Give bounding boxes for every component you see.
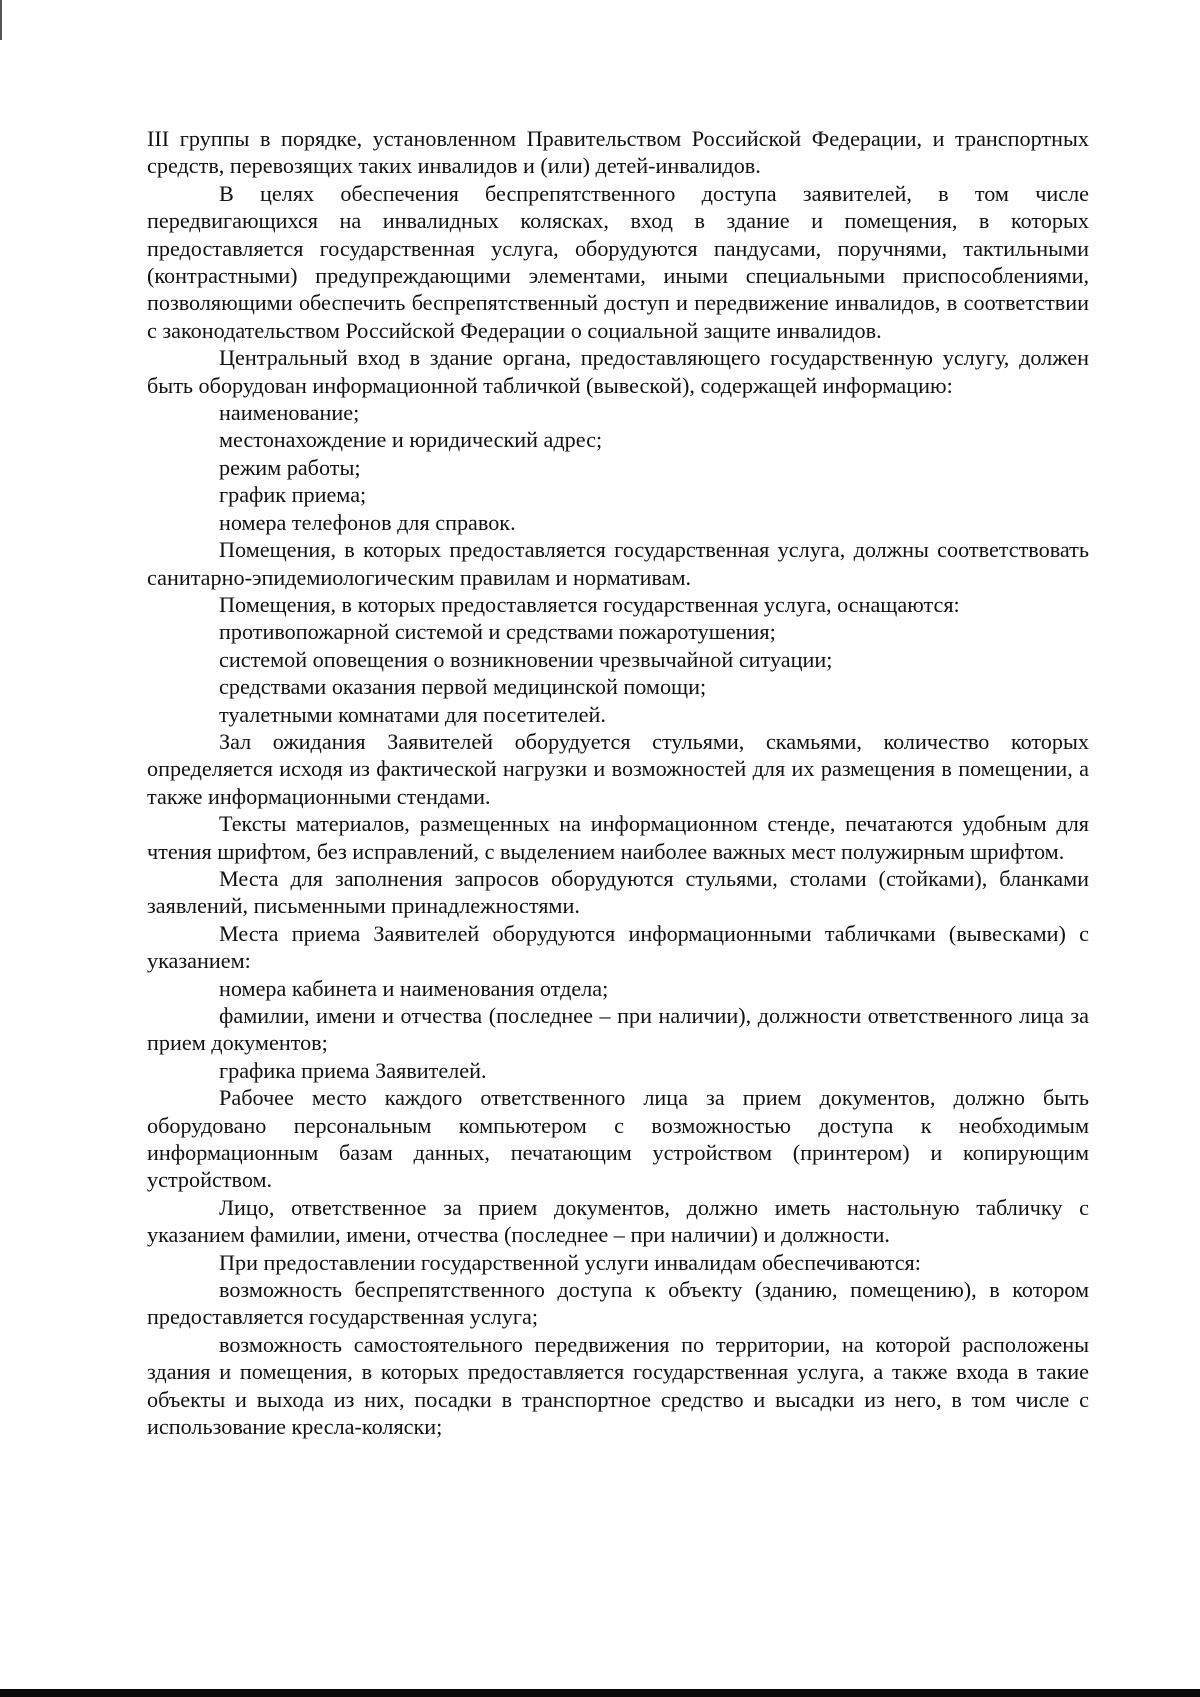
paragraph: Лицо, ответственное за прием документов, должно иметь настольную табличку с указанием фамилии, имени, отчества (последнее – при наличии) и должности.: [147, 1194, 1089, 1248]
paragraph: В целях обеспечения беспрепятственного доступа заявителей, в том числе передвигающихся на инвалидных колясках, вход в здание и помещения, в которых предоставляется государственная услуга, оборудуются пандусами, поручнями, тактильными (контрастными) предупреждающими элементами, иными специальными приспособлениями, позволяющими обеспечить беспрепятственный доступ и передвижение инвалидов, в соответствии с законодательством Российской Федерации о социальной защите инвалидов.: [147, 180, 1089, 343]
paragraph: Рабочее место каждого ответственного лица за прием документов, должно быть оборудовано персональным компьютером с возможностью доступа к необходимым информационным базам данных, печатающим устройством (принтером) и копирующим устройством.: [147, 1085, 1089, 1193]
list-item: наименование;: [219, 400, 360, 426]
list-item: режим работы;: [219, 454, 361, 480]
paragraph: III группы в порядке, установленном Правительством Российской Федерации, и транспортных средств, перевозящих таких инвалидов и (или) детей-инвалидов.: [147, 126, 1089, 179]
scan-bottom-border: [0, 1689, 1200, 1697]
paragraph: Места приема Заявителей оборудуются информационными табличками (вывесками) с указанием:: [147, 920, 1089, 974]
paragraph: Центральный вход в здание органа, предоставляющего государственную услугу, должен быть оборудован информационной табличкой (вывеской), содержащей информацию:: [147, 345, 1089, 398]
list-item: графика приема Заявителей.: [219, 1057, 487, 1083]
list-item: противопожарной системой и средствами пожаротушения;: [219, 619, 776, 645]
paragraph: Зал ожидания Заявителей оборудуется стульями, скамьями, количество которых определяется исходя из фактической нагрузки и возможностей для их размещения в помещении, а также информационными стендами.: [147, 728, 1089, 809]
list-item: возможность беспрепятственного доступа к объекту (зданию, помещению), в котором предоставляется государственная услуга;: [147, 1277, 1089, 1330]
paragraph: Места для заполнения запросов оборудуются стульями, столами (стойками), бланками заявлений, письменными принадлежностями.: [147, 865, 1089, 919]
scan-edge-mark: [0, 0, 2, 40]
document-body: [147, 125, 1089, 1441]
list-item: график приема;: [219, 482, 367, 508]
paragraph: Тексты материалов, размещенных на информационном стенде, печатаются удобным для чтения шрифтом, без исправлений, с выделением наиболее важных мест полужирным шрифтом.: [147, 811, 1089, 864]
list-item: туалетными комнатами для посетителей.: [219, 701, 606, 727]
list-item: средствами оказания первой медицинской помощи;: [219, 674, 707, 700]
list-item: фамилии, имени и отчества (последнее – при наличии), должности ответственного лица за прием документов;: [147, 1003, 1089, 1056]
paragraph: При предоставлении государственной услуги инвалидам обеспечиваются:: [219, 1249, 921, 1275]
paragraph: Помещения, в которых предоставляется государственная услуга, должны соответствовать санитарно-эпидемиологическим правилам и нормативам.: [147, 537, 1089, 590]
list-item: номера кабинета и наименования отдела;: [219, 975, 609, 1001]
list-item: системой оповещения о возникновении чрезвычайной ситуации;: [219, 646, 833, 672]
list-item: возможность самостоятельного передвижения по территории, на которой расположены здания и помещения, в которых предоставляется государственная услуга, а также входа в такие объекты и выхода из них, посадки в транспортное средство и высадки из него, в том числе с использование кресла-коляски;: [147, 1331, 1089, 1440]
list-item: местонахождение и юридический адрес;: [219, 427, 603, 453]
paragraph: Помещения, в которых предоставляется государственная услуга, оснащаются:: [219, 591, 960, 617]
list-item: номера телефонов для справок.: [219, 509, 516, 535]
